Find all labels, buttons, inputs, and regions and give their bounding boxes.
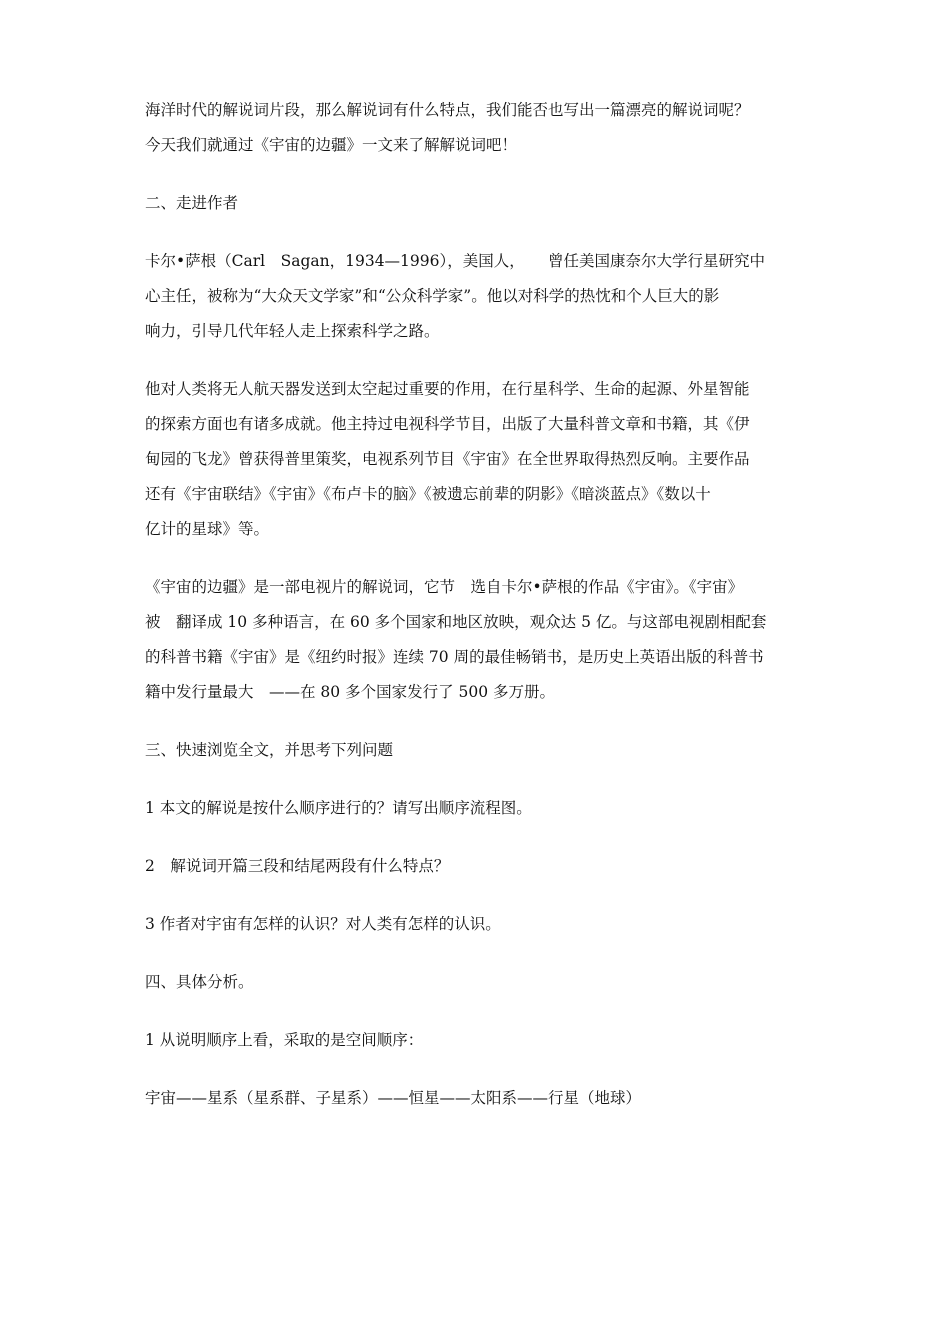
paragraph-line: 《宇宙的边疆》是一部电视片的解说词，它节 选自卡尔•萨根的作品《宇宙》。《宇宙》 (145, 578, 744, 596)
section-heading: 三、快速浏览全文，并思考下列问题 (145, 741, 394, 759)
paragraph-line: 的探索方面也有诸多成就。他主持过电视科学节目，出版了大量科普文章和书籍，其《伊 (145, 415, 750, 433)
question-item: 3 作者对宇宙有怎样的认识？对人类有怎样的认识。 (145, 915, 501, 933)
paragraph-line: 心主任，被称为“大众天文学家”和“公众科学家”。他以对科学的热忱和个人巨大的影 (145, 287, 720, 305)
question-item: 2 解说词开篇三段和结尾两段有什么特点？ (145, 857, 450, 875)
question-item: 1 本文的解说是按什么顺序进行的？请写出顺序流程图。 (145, 799, 532, 817)
achievements-paragraph (145, 375, 810, 544)
intro-paragraph (145, 96, 810, 160)
paragraph-line: 的科普书籍《宇宙》是《纽约时报》连续 70 周的最佳畅销书，是历史上英语出版的科普书 (145, 648, 764, 666)
work-paragraph (145, 573, 810, 707)
section-heading: 四、具体分析。 (145, 973, 254, 991)
analysis-item: 1 从说明顺序上看，采取的是空间顺序： (145, 1031, 424, 1049)
paragraph-line: 被 翻译成 10 多种语言，在 60 多个国家和地区放映，观众达 5 亿。与这部电视剧相配套 (145, 613, 767, 631)
paragraph-line: 甸园的飞龙》曾获得普里策奖，电视系列节目《宇宙》在全世界取得热烈反响。主要作品 (145, 450, 750, 468)
intro-line: 海洋时代的解说词片段，那么解说词有什么特点，我们能否也写出一篇漂亮的解说词呢？ (145, 101, 750, 119)
paragraph-line: 响力，引导几代年轻人走上探索科学之路。 (145, 322, 440, 340)
intro-line: 今天我们就通过《宇宙的边疆》一文来了解解说词吧！ (145, 136, 518, 154)
paragraph-line: 亿计的星球》等。 (145, 520, 270, 538)
paragraph-line: 还有《宇宙联结》《宇宙》《布卢卡的脑》《被遗忘前辈的阴影》《暗淡蓝点》《数以十 (145, 485, 711, 503)
paragraph-line: 卡尔•萨根（Carl Sagan，1934—1996），美国人， 曾任美国康奈尔大学行星研究中 (145, 252, 766, 270)
document-page (145, 96, 810, 1113)
section-heading: 二、走进作者 (145, 194, 239, 212)
author-paragraph (145, 247, 810, 346)
paragraph-line: 籍中发行量最大 ——在 80 多个国家发行了 500 多万册。 (145, 683, 556, 701)
sequence-line: 宇宙——星系（星系群、子星系）——恒星——太阳系——行星（地球） (145, 1089, 642, 1107)
paragraph-line: 他对人类将无人航天器发送到太空起过重要的作用，在行星科学、生命的起源、外星智能 (145, 380, 750, 398)
